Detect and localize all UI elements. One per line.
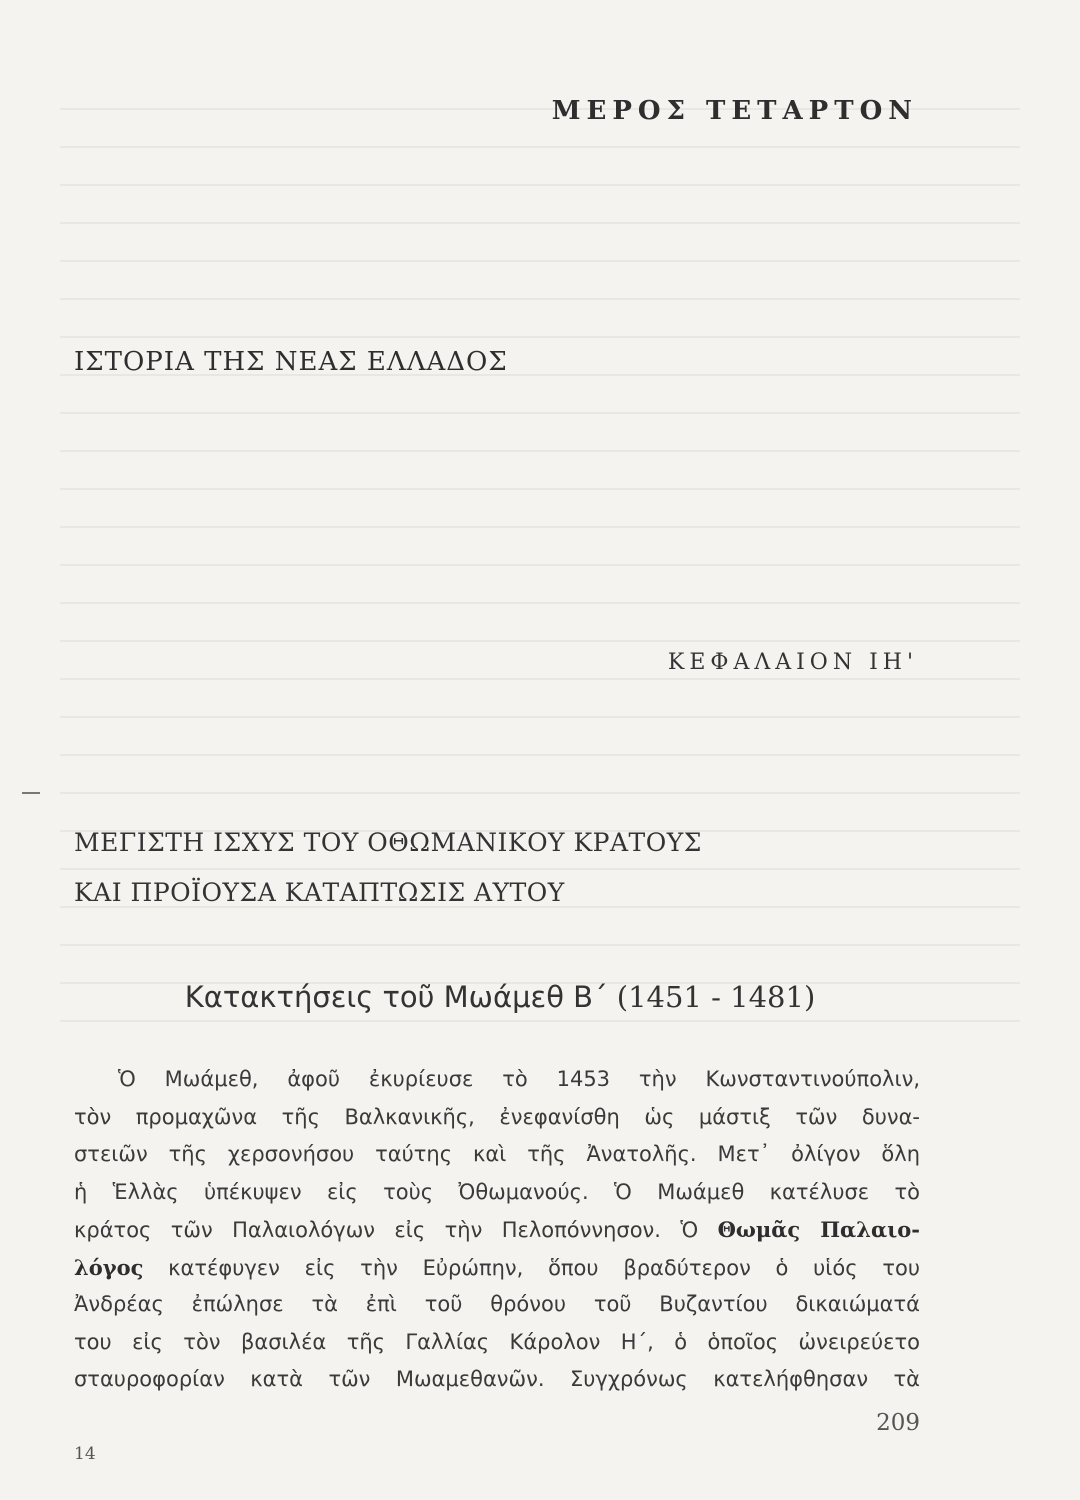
emphasized-name: λόγος <box>74 1254 144 1280</box>
section-heading <box>0 980 1000 1014</box>
body-line <box>74 1211 920 1249</box>
book-title: ΙΣΤΟΡΙΑ ΤΗΣ ΝΕΑΣ ΕΛΛΑΔΟΣ <box>74 347 508 377</box>
chapter-title <box>74 818 702 918</box>
body-line: Ὁ Μωάμεθ, ἀφοῦ ἐκυρίευσε τὸ 1453 τὴν Κωνσταντινούπολιν, <box>118 1067 920 1091</box>
body-line: σταυροφορίαν κατὰ τῶν Μωαμεθανῶν. Συγχρόνως κατελήφθησαν τὰ <box>74 1367 920 1391</box>
body-line: του εἰς τὸν βασιλέα τῆς Γαλλίας Κάρολον Η΄, ὁ ὁποῖος ὠνειρεύετο <box>74 1329 920 1354</box>
body-line: ἡ Ἑλλὰς ὑπέκυψεν εἰς τοὺς Ὀθωμανούς. Ὁ Μωάμεθ κατέλυσε τὸ <box>74 1179 920 1204</box>
body-line <box>74 1249 920 1287</box>
body-line: Ἀνδρέας ἐπώλησε τὰ ἐπὶ τοῦ θρόνου τοῦ Βυζαντίου δικαιώματά <box>74 1292 920 1316</box>
chapter-title-line-2: ΚΑΙ ΠΡΟΪΟΥΣΑ ΚΑΤΑΠΤΩΣΙΣ ΑΥΤΟΥ <box>74 878 565 907</box>
signature-mark: 14 <box>74 1444 96 1464</box>
body-line: στειῶν τῆς χερσονήσου ταύτης καὶ τῆς Ἀνατολῆς. Μετ᾽ ὀλίγον ὅλη <box>74 1142 920 1166</box>
chapter-title-line-1: ΜΕΓΙΣΤΗ ΙΣΧΥΣ ΤΟΥ ΟΘΩΜΑΝΙΚΟΥ ΚΡΑΤΟΥΣ <box>74 828 702 857</box>
section-heading-years: (1451 - 1481) <box>616 980 816 1014</box>
body-paragraph <box>74 1061 920 1399</box>
body-line-text: κράτος τῶν Παλαιολόγων εἰς τὴν Πελοπόννησον. Ὁ <box>74 1218 718 1242</box>
section-heading-text: Κατακτήσεις τοῦ Μωάμεθ Β΄ <box>184 980 608 1014</box>
margin-mark <box>22 792 40 794</box>
part-header: ΜΕΡΟΣ ΤΕΤΑΡΤΟΝ <box>551 96 918 126</box>
chapter-label: ΚΕΦΑΛΑΙΟΝ ΙΗ' <box>667 650 918 675</box>
page-number: 209 <box>876 1410 920 1436</box>
emphasized-name: Θωμᾶς Παλαιο- <box>717 1217 920 1242</box>
body-line: τὸν προμαχῶνα τῆς Βαλκανικῆς, ἐνεφανίσθη ὡς μάστιξ τῶν δυνα- <box>74 1104 920 1129</box>
body-line-text: κατέφυγεν εἰς τὴν Εὐρώπην, ὅπου βραδύτερον ὁ υἱός του <box>143 1255 920 1280</box>
